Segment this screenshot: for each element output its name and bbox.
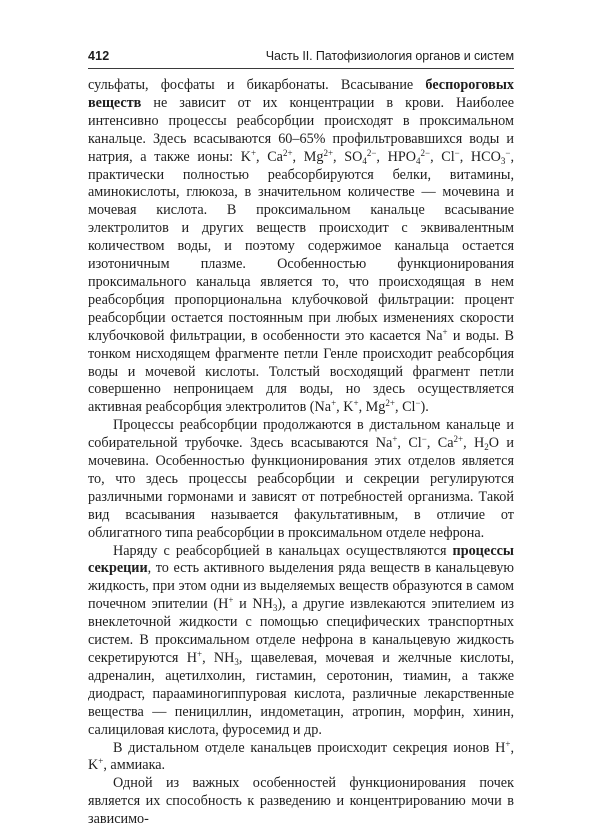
paragraph-secretion: Наряду с реабсорбцией в канальцах осуществляются процессы секреции, то есть активного выделения ряда веществ в канальцевую жидкость, при этом одни из выделяемых веществ образуются в самом почечном эпителии (H+ и $NH_3$), а другие извлекаются эпителием из внеклеточной жидкости с помощью специфических транспортных систем. В проксимальном отделе нефрона в канальцевую жидкость секретируются H+, $NH_3$, щавелевая, мочевая и желчные кислоты, адреналин, ацетилхолин, гистамин, серотонин, тиамин, а также диодраст, парааминогиппуровая кислота, различные лекарственные вещества — пенициллин, индометацин, атропин, морфин, хинин, салициловая кислота, фуросемид и др. <box>88 542 514 738</box>
paragraph-reabsorption-proximal: сульфаты, фосфаты и бикарбонаты. Всасывание беспороговых веществ не зависит от их концентрации в крови. Наиболее интенсивно процессы реабсорбции происходят в проксимальном канальце. Здесь всасываются 60–65% профильтровавшихся воды и натрия, а также ионы: K+, $Ca^{2+}$, $Mg^{2+}$, $SO_4^{2-}$, $HPO_4^{2-}$, Cl−, $HCO_3^-$, практически полностью реабсорбируются белки, витамины, аминокислоты, глюкоза, в значительном количестве — мочевина и мочевая кислота. В проксимальном канальце всасывание электролитов и других веществ происходит с эквивалентным количеством воды, и поэтому содержимое канальца остается изотоничным плазме. Особенностью функционирования проксимального канальца является то, что происходящая в нем реабсорбция пропорциональна клубочковой фильтрации: процент реабсорбции остается постоянным при любых изменениях скорости клубочковой фильтрации, в особенности это касается Na+ и воды. В тонком нисходящем фрагменте петли Генле происходит реабсорбция воды и мочевой кислоты. Толстый восходящий фрагмент петли совершенно непроницаем для воды, но здесь осуществляется активная реабсорбция электролитов (Na+, K+, $Mg^{2+}$, Cl−). <box>88 77 515 416</box>
page-header <box>88 48 514 69</box>
paragraph-reabsorption-distal: Процессы реабсорбции продолжаются в дистальном канальце и собирательной трубочке. Здесь всасываются Na+, Cl−, $Ca^{2+}$, $H_2O$ и мочевина. Особенностью функционирования этих отделов является то, что здесь процессы реабсорбции и секреции регулируются различными гормонами и зависят от потребностей организма. Такой вид всасывания называется факультативным, в отличие от облигатного типа реабсорбции в проксимальном отделе нефрона. <box>88 417 515 541</box>
paragraph-distal-secretion: В дистальном отделе канальцев происходит секреция ионов H+, K+, аммиака. <box>88 738 514 774</box>
running-head: Часть II. Патофизиология органов и систем <box>265 49 514 63</box>
body-text <box>88 77 514 829</box>
paragraph-urine-concentration: Одной из важных особенностей функционирования почек является их способность к разведению и концентрированию мочи в зависимо- <box>88 775 514 828</box>
page-number: 412 <box>88 49 110 63</box>
bold-term-thresholdless-substances: беспороговых веществ <box>88 77 514 111</box>
bold-term-secretion-processes: процессы секреции <box>88 542 514 577</box>
